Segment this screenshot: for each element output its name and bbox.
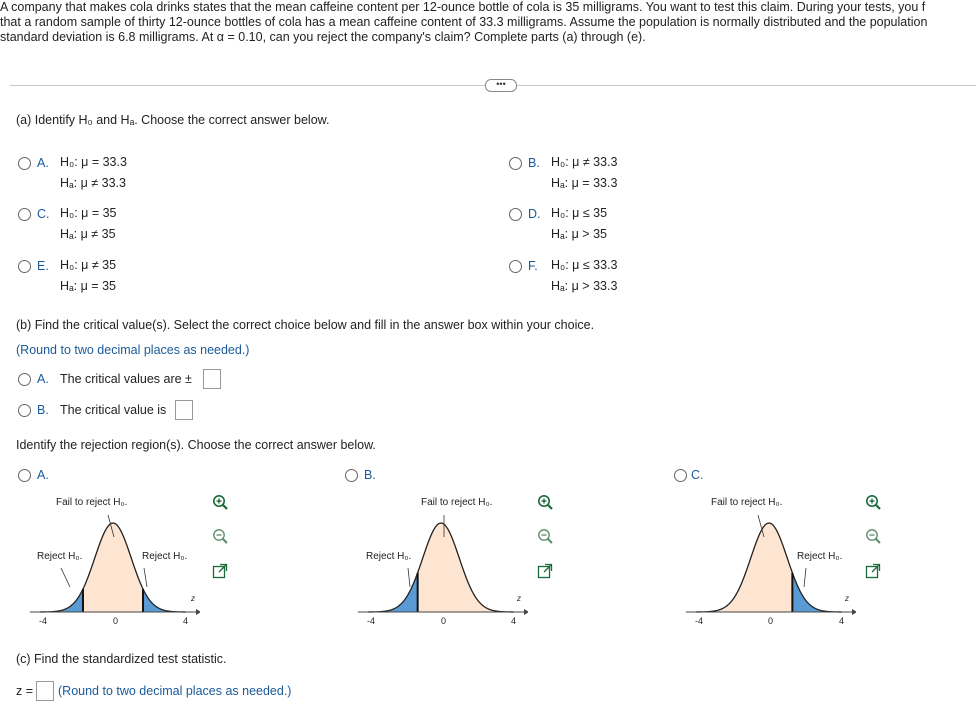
- region-c-reject-right-label: Reject H₀.: [797, 551, 843, 562]
- region-b-reject-left-label: Reject H₀.: [366, 551, 412, 562]
- region-option-b-letter: B.: [364, 468, 376, 482]
- expand-icon[interactable]: [865, 563, 881, 579]
- part-a-option-a-letter: A.: [37, 156, 49, 170]
- part-a-option-a-radio[interactable]: [18, 157, 31, 170]
- zoom-out-icon[interactable]: [865, 528, 881, 544]
- region-b-fail-label: Fail to reject H₀.: [421, 497, 493, 508]
- zoom-out-icon[interactable]: [212, 528, 228, 544]
- critical-value-input[interactable]: [175, 400, 193, 420]
- region-option-c-letter: C.: [691, 468, 704, 482]
- region-c-tick-max: 4: [839, 616, 845, 626]
- part-b-option-a-text: The critical values are ±: [60, 372, 192, 386]
- part-c-round-hint: (Round to two decimal places as needed.): [58, 684, 292, 698]
- region-c-right-pointer: [804, 568, 806, 587]
- region-c-tick-min: -4: [695, 616, 704, 626]
- part-a-option-c-letter: C.: [37, 207, 50, 221]
- region-c-fail-label: Fail to reject H₀.: [711, 497, 783, 508]
- region-a-reject-left-label: Reject H₀.: [37, 551, 83, 562]
- region-a-axis-label: z: [191, 594, 195, 603]
- part-a-option-b-letter: B.: [528, 156, 540, 170]
- part-a-option-a-h0: H₀: μ = 33.3: [60, 155, 127, 169]
- problem-line-2: that a random sample of thirty 12-ounce bottles of cola has a mean caffeine content of 33.3 milligrams. Assume the population is normally distributed and the population: [0, 15, 928, 29]
- part-a-option-b-text: [551, 152, 618, 194]
- part-a-option-c-ha: Hₐ: μ ≠ 35: [60, 227, 116, 241]
- region-a-right-pointer: [144, 568, 147, 587]
- region-option-c-radio[interactable]: [674, 469, 687, 482]
- region-a-tick-zero: 0: [113, 616, 119, 626]
- part-a-option-b-h0: H₀: μ ≠ 33.3: [551, 155, 618, 169]
- region-b-left-pointer: [408, 568, 410, 587]
- region-option-b-radio[interactable]: [345, 469, 358, 482]
- region-b-body: [418, 523, 514, 612]
- region-c-right-tail: [792, 573, 842, 612]
- region-option-a-radio[interactable]: [18, 469, 31, 482]
- region-a-left-pointer: [61, 568, 70, 587]
- expand-icon[interactable]: [537, 563, 553, 579]
- part-b-option-b-text: The critical value is: [60, 403, 167, 417]
- problem-statement: [0, 0, 960, 45]
- region-a-tick-max: 4: [183, 616, 189, 626]
- region-c-tick-zero: 0: [768, 616, 774, 626]
- part-c-prompt: (c) Find the standardized test statistic.: [16, 652, 227, 666]
- region-c-axis-label: z: [845, 594, 849, 603]
- part-a-option-e-letter: E.: [37, 259, 49, 273]
- region-option-c-graph: [686, 505, 856, 630]
- rejection-region-prompt: Identify the rejection region(s). Choose the correct answer below.: [16, 438, 376, 452]
- region-b-tick-zero: 0: [441, 616, 447, 626]
- part-a-option-d-text: [551, 203, 607, 245]
- part-a-option-f-letter: F.: [528, 259, 538, 273]
- region-b-left-tail: [368, 574, 418, 612]
- part-a-option-d-letter: D.: [528, 207, 541, 221]
- part-a-option-e-text: [60, 255, 116, 297]
- part-a-option-b-radio[interactable]: [509, 157, 522, 170]
- region-a-axis-arrow: [196, 609, 200, 615]
- part-b-prompt: (b) Find the critical value(s). Select the correct choice below and fill in the answer box within your choice.: [16, 318, 595, 332]
- part-b-option-a-radio[interactable]: [18, 373, 31, 386]
- region-c-axis-arrow: [852, 609, 856, 615]
- part-a-option-a-ha: Hₐ: μ ≠ 33.3: [60, 176, 126, 190]
- z-statistic-input[interactable]: [36, 681, 54, 701]
- region-c-shapes: [686, 515, 856, 615]
- part-b-option-b-letter: B.: [37, 403, 49, 417]
- problem-line-3: standard deviation is 6.8 milligrams. At α = 0.10, can you reject the company's claim? Complete parts (a) through (e).: [0, 30, 646, 44]
- part-a-option-f-radio[interactable]: [509, 260, 522, 273]
- region-b-tick-max: 4: [511, 616, 517, 626]
- critical-values-input[interactable]: [203, 369, 221, 389]
- part-b-round-hint: (Round to two decimal places as needed.): [16, 343, 250, 357]
- part-b-option-a-letter: A.: [37, 372, 49, 386]
- problem-line-1: A company that makes cola drinks states that the mean caffeine content per 12-ounce bottle of cola is 35 milligrams. You want to test this claim. During your tests, you f: [0, 0, 926, 14]
- region-c-body: [696, 523, 792, 612]
- part-a-option-c-text: [60, 203, 117, 245]
- part-a-option-c-radio[interactable]: [18, 208, 31, 221]
- zoom-in-icon[interactable]: [537, 494, 553, 510]
- part-a-option-b-ha: Hₐ: μ = 33.3: [551, 176, 618, 190]
- part-a-option-f-ha: Hₐ: μ > 33.3: [551, 279, 618, 293]
- expand-icon[interactable]: [212, 563, 228, 579]
- region-a-shapes: [30, 515, 200, 615]
- part-b-option-b-radio[interactable]: [18, 404, 31, 417]
- region-b-axis-label: z: [517, 594, 521, 603]
- more-button[interactable]: •••: [485, 79, 517, 92]
- region-b-tick-min: -4: [367, 616, 376, 626]
- part-a-option-e-radio[interactable]: [18, 260, 31, 273]
- part-a-option-f-text: [551, 255, 618, 297]
- zoom-in-icon[interactable]: [212, 494, 228, 510]
- part-a-option-d-h0: H₀: μ ≤ 35: [551, 206, 608, 220]
- part-a-option-d-ha: Hₐ: μ > 35: [551, 227, 607, 241]
- region-a-fail-label: Fail to reject H₀.: [56, 497, 128, 508]
- part-a-option-d-radio[interactable]: [509, 208, 522, 221]
- region-option-a-graph: [30, 505, 200, 630]
- region-a-tick-min: -4: [39, 616, 48, 626]
- part-a-option-a-text: [60, 152, 127, 194]
- part-a-option-e-h0: H₀: μ ≠ 35: [60, 258, 117, 272]
- region-b-shapes: [358, 515, 528, 615]
- region-a-reject-right-label: Reject H₀.: [142, 551, 188, 562]
- z-label: z =: [16, 684, 34, 698]
- region-b-axis-arrow: [524, 609, 528, 615]
- zoom-out-icon[interactable]: [537, 528, 553, 544]
- part-a-option-f-h0: H₀: μ ≤ 33.3: [551, 258, 618, 272]
- region-option-a-letter: A.: [37, 468, 49, 482]
- part-a-option-e-ha: Hₐ: μ = 35: [60, 279, 116, 293]
- region-option-b-graph: [358, 505, 528, 630]
- part-a-option-c-h0: H₀: μ = 35: [60, 206, 117, 220]
- zoom-in-icon[interactable]: [865, 494, 881, 510]
- part-a-prompt: (a) Identify H₀ and Hₐ. Choose the correct answer below.: [16, 113, 330, 127]
